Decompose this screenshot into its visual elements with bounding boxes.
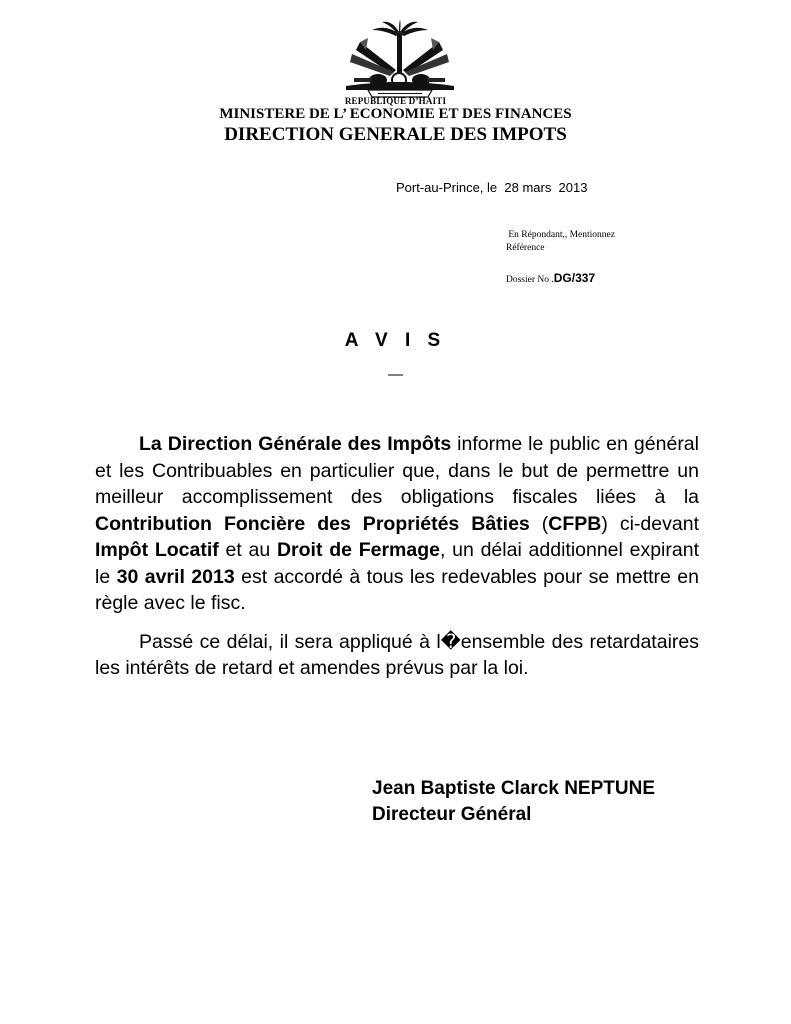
signatory-name: Jean Baptiste Clarck NEPTUNE — [372, 778, 655, 799]
dossier-label: Dossier No . — [506, 275, 554, 285]
bold-text: Contribution Foncière des Propriétés Bâties — [95, 512, 530, 535]
haiti-coat-of-arms-icon — [338, 20, 462, 98]
bold-text: Impôt Locatif — [95, 539, 219, 561]
bold-text: La Direction Générale des Impôts — [139, 433, 452, 455]
text: ( — [529, 512, 549, 535]
text: ) ci-devant — [601, 512, 699, 535]
text: informe le public en général et les Contribuables en particulier que, dans le but de permettre un meilleur accomplissement des obligations fiscales liées à la — [95, 433, 699, 508]
paragraph-announcement — [95, 431, 699, 617]
text: et au — [218, 539, 277, 561]
signature-block — [372, 776, 655, 828]
paragraph-penalties: Passé ce délai, il sera appliqué à l�ensemble des retardataires les intérêts de retard et amendes prévus par la loi. — [95, 630, 699, 679]
ministry-name: MINISTERE DE L’ ECONOMIE ET DES FINANCES — [219, 106, 572, 122]
dossier-reference — [506, 271, 595, 285]
notice-body — [95, 431, 699, 682]
notice-title: A V I S — [344, 330, 447, 351]
signatory-title: Directeur Général — [372, 804, 532, 825]
reference-instruction-line2: Référence — [506, 243, 545, 253]
reference-instruction — [506, 229, 615, 255]
bold-text: CFPB — [548, 512, 602, 535]
title-underline: — — [388, 366, 403, 383]
text: , un délai additionnel expirant le — [95, 539, 699, 588]
place-and-date: Port-au-Prince, le 28 mars 2013 — [396, 180, 588, 195]
republic-label: REPUBLIQUE D’HAITI — [344, 96, 447, 106]
department-name: DIRECTION GENERALE DES IMPOTS — [224, 124, 567, 145]
text: est accordé à tous les redevables pour se mettre en règle avec le fisc. — [95, 565, 699, 614]
bold-text: Droit de Fermage — [276, 539, 440, 561]
dossier-number: DG/337 — [553, 271, 596, 285]
deadline-date: 30 avril 2013 — [116, 565, 235, 588]
reference-instruction-line1: En Répondant,, Mentionnez — [506, 230, 615, 240]
